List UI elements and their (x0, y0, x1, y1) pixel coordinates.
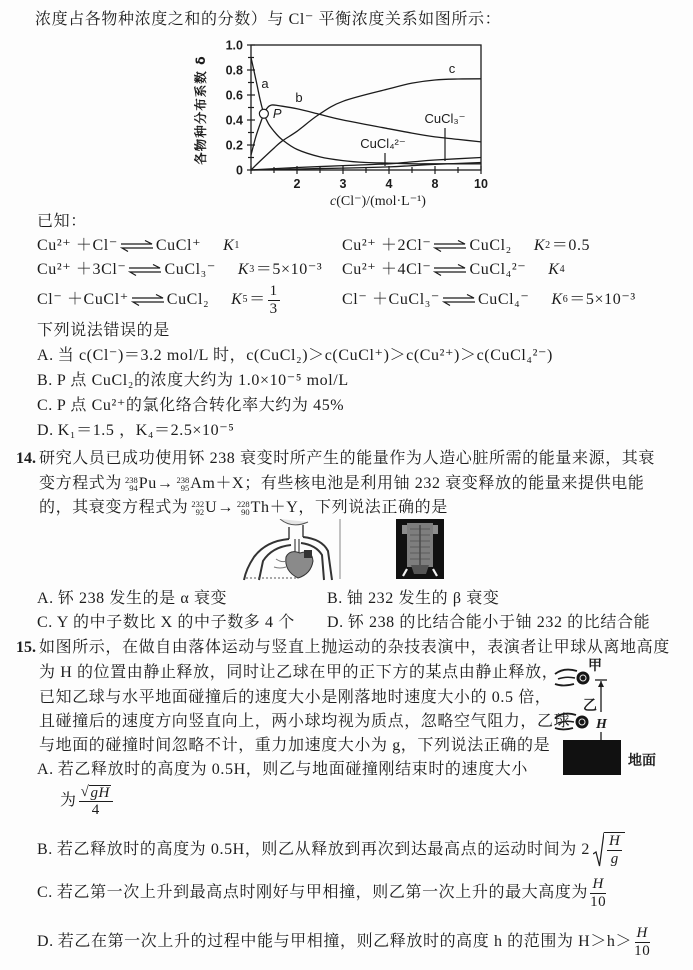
ground-label: 地面 (628, 753, 656, 769)
equation-k4 (342, 260, 566, 280)
q15-line-1: 如图所示，在做自由落体运动与竖直上抛运动的杂技表演中，表演者让甲球从离地高度 (39, 639, 670, 656)
q14-option-a (37, 589, 227, 609)
q13-option-d (37, 421, 234, 441)
option-label: B. (37, 372, 53, 389)
ground-block (563, 740, 621, 775)
answer-fraction (590, 877, 606, 910)
option-text: 为 (60, 792, 77, 809)
equation-lhs: Cl⁻ ＋CuCl⁺ (37, 291, 129, 308)
nuclide-numbers (191, 500, 204, 517)
q13-option-b (37, 371, 349, 391)
equation-rhs: CuCl₂ (166, 291, 210, 308)
q14-number: 14. (16, 450, 36, 467)
fraction-denominator: 10 (590, 893, 607, 910)
q13-intro-text: 浓度占各物种浓度之和的分数）与 Cl⁻ 平衡浓度关系如图所示： (35, 11, 502, 28)
atomic-number: 90 (241, 507, 250, 517)
k-subscript: 4 (559, 264, 566, 275)
square-root-fraction (593, 832, 625, 868)
option-text: P 点 Cu²⁺的氯化络合转化率大约为 45% (56, 397, 345, 414)
option-label: C. (37, 884, 53, 901)
equation-k6 (342, 283, 636, 317)
equation-rhs: CuCl₃⁻ (164, 261, 216, 278)
x-tick-label: 2 (293, 177, 301, 191)
q15-line-5: 与地面的碰撞时间忽略不计，重力加速度大小为 g，下列说法正确的是 (39, 737, 551, 754)
k-symbol: K (237, 261, 250, 278)
q15-option-a-continued (60, 782, 115, 820)
atomic-number: 92 (195, 507, 205, 517)
k-symbol: K (223, 237, 235, 254)
mass-number: 238 (176, 474, 190, 485)
option-label: D. (37, 933, 54, 950)
equation-rhs: CuCl₂ (469, 237, 512, 254)
text-segment: ＋Y，下列说法正确的是 (269, 499, 448, 516)
equation-k3 (37, 260, 322, 280)
text-segment: ＋X；有些核电池是利用铀 232 衰变释放的能量来提供电能 (215, 475, 645, 492)
nuclide-symbol: U (205, 499, 218, 516)
x-tick-label: 8 (431, 177, 439, 191)
series-label-cucl3: CuCl₃⁻ (424, 111, 466, 126)
option-label: D. (327, 614, 344, 631)
k-subscript: 3 (249, 264, 255, 275)
q14-line-1: 研究人员已成功使用钚 238 衰变时所产生的能量作为人造心脏所需的能量来源，其衰 (39, 450, 656, 467)
equation-lhs: Cu²⁺ ＋4Cl⁻ (342, 261, 432, 278)
option-label: C. (37, 614, 53, 631)
square-root (81, 785, 111, 800)
k-symbol: K (551, 291, 563, 308)
k-subscript: 6 (562, 294, 569, 305)
equation-rhs: CuCl⁺ (155, 237, 202, 254)
radicand: gH (90, 784, 110, 801)
k-value: ＝0.5 (551, 237, 591, 254)
equation-k2 (342, 236, 590, 256)
q13-prompt: 下列说法错误的是 (37, 322, 170, 339)
option-text: P 点 CuCl₂的浓度大约为 1.0×10⁻⁵ mol/L (56, 372, 349, 389)
fraction-numerator: H (609, 833, 621, 849)
fraction-denominator: 3 (269, 300, 278, 317)
radical-sign-icon (593, 832, 604, 868)
option-label: B. (327, 590, 343, 607)
q15-line-3: 已知乙球与水平地面碰撞后的速度大小是刚落地时速度大小的 0.5 倍， (39, 689, 552, 706)
lower-hand-icon (555, 714, 576, 730)
q14-option-d (327, 613, 650, 633)
known-heading: 已知： (37, 213, 87, 230)
y-tick-label: 0 (236, 163, 243, 178)
fraction-numerator (79, 785, 113, 802)
height-label: H (596, 717, 607, 732)
option-text: 若乙释放时的高度为 0.5H，则乙与地面碰撞刚结束时的速度大小 (57, 761, 528, 778)
q14-option-c (37, 613, 295, 633)
option-label: C. (37, 397, 53, 414)
option-text: 钚 238 发生的是 α 衰变 (57, 590, 228, 607)
point-marker-p (259, 109, 268, 118)
reaction-arrow: → (217, 499, 234, 516)
equilibrium-constant (238, 260, 322, 280)
mass-number: 232 (191, 498, 205, 509)
equation-lhs: Cu²⁺ ＋2Cl⁻ (342, 237, 432, 254)
k-subscript: 5 (242, 294, 249, 305)
fraction-numerator: H (592, 875, 604, 892)
equation-lhs: Cu²⁺ ＋3Cl⁻ (37, 261, 127, 278)
mass-number: 228 (236, 498, 250, 509)
option-label: D. (37, 422, 54, 439)
option-label: A. (37, 590, 54, 607)
x-tick-label: 4 (385, 177, 393, 191)
fraction-denominator: 4 (91, 801, 100, 818)
radical-sign-icon: √ (80, 783, 90, 800)
k-value: ＝5×10⁻³ (255, 261, 323, 278)
fraction-numerator: H (636, 924, 648, 941)
fraction-denominator: 10 (634, 942, 651, 959)
y-tick-label: 0.8 (225, 63, 243, 78)
lower-ball-icon (576, 716, 589, 729)
mass-number: 238 (125, 474, 138, 485)
upper-ball-label: 甲 (588, 658, 602, 674)
y-tick-label: 0.2 (225, 138, 243, 153)
equation-rhs: CuCl₄⁻ (477, 291, 530, 308)
k-value: ＝ (249, 291, 266, 308)
y-axis-title: 各物种分布系数 δ (193, 55, 208, 165)
answer-fraction (634, 926, 650, 959)
equation-k1 (37, 236, 241, 256)
equilibrium-constant (548, 260, 566, 280)
fraction-denominator: g (610, 851, 619, 867)
species-distribution-chart (190, 35, 500, 215)
upper-hand-icon (555, 670, 577, 686)
option-text: 若乙第一次上升到最高点时刚好与甲相撞，则乙第一次上升的最大高度为 (56, 884, 589, 901)
q14-line-2 (39, 474, 644, 494)
nuclide-numbers (176, 476, 189, 493)
k-symbol: K (533, 237, 546, 254)
y-tick-label: 0.6 (225, 88, 243, 103)
k-value: ＝5×10⁻³ (569, 291, 636, 308)
option-text: K₁＝1.5 ，K₄＝2.5×10⁻⁵ (57, 422, 235, 439)
text-segment: 变方程式为 (39, 475, 123, 492)
x-tick-label: 10 (474, 177, 488, 191)
atomic-number: 94 (129, 483, 138, 493)
equation-rhs: CuCl₄²⁻ (469, 261, 527, 278)
option-text: 铀 232 发生的 β 衰变 (346, 590, 500, 607)
option-text: 当 c(Cl⁻)＝3.2 mol/L 时，c(CuCl₂)＞c(CuCl⁺)＞c(Cu²⁺)＞c(CuCl₄²⁻) (57, 347, 553, 364)
q15-line-2: 为 H 的位置由静止释放，同时让乙球在甲的正下方的某点由静止释放， (39, 664, 559, 681)
x-tick-label: 3 (339, 177, 347, 191)
artificial-heart-image (236, 519, 342, 581)
y-tick-label: 0.4 (225, 113, 243, 128)
q15-option-a (37, 760, 528, 780)
equilibrium-arrow-icon (120, 240, 154, 252)
series-label-b: b (295, 90, 303, 105)
q14-option-b (327, 589, 499, 609)
answer-fraction (79, 785, 113, 818)
q15-line-4: 且碰撞后的速度方向竖直向上，两小球均视为质点，忽略空气阻力，乙球 (39, 713, 571, 730)
nuclide-symbol: Am (190, 475, 216, 492)
nuclide-symbol: Pu (138, 475, 157, 492)
equilibrium-constant (534, 236, 590, 256)
atomic-number: 95 (180, 483, 190, 493)
k-subscript: 2 (545, 240, 551, 251)
option-text: Y 的中子数比 X 的中子数多 4 个 (56, 614, 295, 631)
point-label-p: P (272, 105, 282, 121)
q15-option-d (37, 925, 652, 959)
equilibrium-arrow-icon (433, 264, 467, 276)
option-text: 钚 238 的比结合能小于铀 232 的比结合能 (347, 614, 651, 631)
k-symbol: K (548, 261, 560, 278)
equilibrium-arrow-icon (433, 240, 467, 252)
juggling-drop-figure (550, 650, 690, 780)
equation-k5 (37, 283, 282, 317)
series-label-a: a (261, 76, 269, 91)
lower-ball-label: 乙 (583, 698, 597, 714)
equilibrium-arrow-icon (442, 294, 476, 306)
x-axis-title: c(Cl⁻)/(mol·L⁻¹) (330, 194, 426, 209)
plot-frame (251, 45, 481, 170)
q14-line-3 (39, 498, 448, 518)
equilibrium-arrow-icon (131, 294, 165, 306)
equilibrium-constant (231, 284, 282, 317)
nuclide-numbers (237, 500, 250, 517)
q15-option-b (37, 831, 625, 869)
option-label: B. (37, 841, 53, 858)
answer-fraction (604, 832, 625, 868)
y-tick-label: 1.0 (225, 38, 243, 53)
option-text: 若乙释放时的高度为 0.5H，则乙从释放到再次到达最高点的运动时间为 2 (56, 841, 591, 858)
nuclear-battery-image (396, 519, 444, 579)
k-subscript: 1 (234, 240, 241, 251)
q13-option-c (37, 396, 344, 416)
q13-option-a (37, 346, 553, 366)
option-text: 若乙在第一次上升的过程中能与甲相撞，则乙释放时的高度 h 的范围为 H＞h＞ (57, 933, 633, 950)
nuclide-numbers (125, 476, 138, 493)
equilibrium-arrow-icon (128, 264, 162, 276)
equation-lhs: Cu²⁺ ＋Cl⁻ (37, 237, 118, 254)
reaction-arrow: → (156, 475, 174, 492)
series-label-cucl4-2: CuCl₄²⁻ (360, 136, 406, 151)
q15-option-c (37, 876, 608, 910)
equation-lhs: Cl⁻ ＋CuCl₃⁻ (342, 291, 440, 308)
q15-number: 15. (16, 639, 36, 656)
series-label-c: c (448, 61, 456, 76)
k-symbol: K (231, 291, 243, 308)
equilibrium-constant (551, 290, 635, 310)
fraction-numerator: 1 (269, 282, 278, 299)
option-label: A. (37, 347, 54, 364)
k5-fraction (268, 284, 280, 317)
text-segment: 的，其衰变方程式为 (39, 499, 189, 516)
equilibrium-constant (223, 236, 241, 256)
nuclide-symbol: Th (250, 499, 270, 516)
option-label: A. (37, 761, 54, 778)
